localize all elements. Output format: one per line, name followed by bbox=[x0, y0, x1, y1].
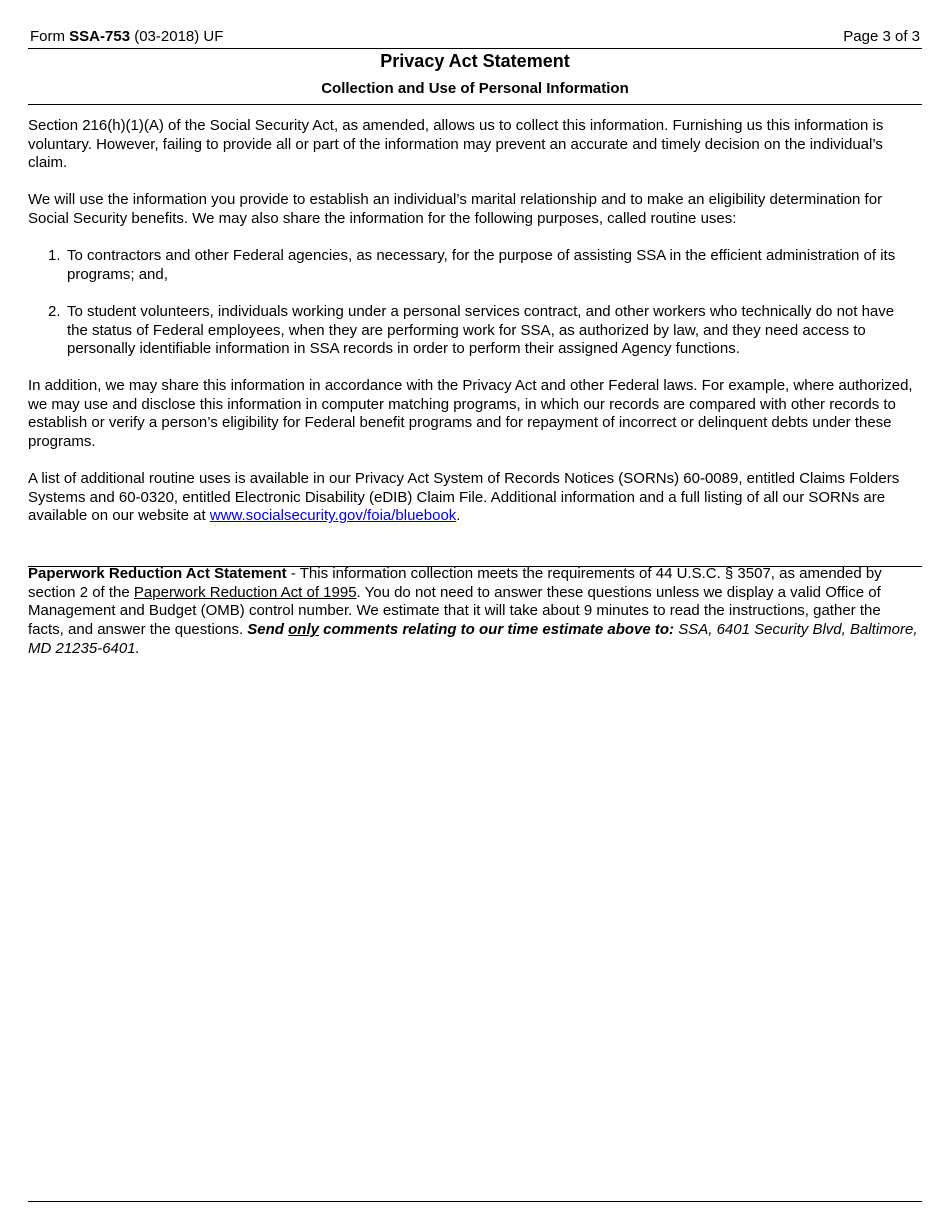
form-page bbox=[28, 0, 922, 1230]
list-item-number: 2. bbox=[48, 303, 61, 320]
paperwork-text-continued: . You do not need to answer these questions unless we display a valid Office of Management and Budget (OMB) control number. We estimate that it will take about 9 minutes to read the instructions, gather the facts, and answer the questions. bbox=[28, 583, 881, 639]
paperwork-heading: Paperwork Reduction Act Statement bbox=[28, 565, 287, 582]
list-item-text: To contractors and other Federal agencies, as necessary, for the purpose of assisting SSA in the efficient administration of its programs; and, bbox=[67, 247, 896, 283]
paragraph-authority: Section 216(h)(1)(A) of the Social Security Act, as amended, allows us to collect this information. Furnishing us this information is voluntary. However, failing to provide all or part of the information may prevent an accurate and timely decision on the individual’s claim. bbox=[28, 117, 884, 172]
page-number: Page 3 of 3 bbox=[843, 28, 920, 45]
only-label: only bbox=[288, 621, 319, 639]
paragraph-sorns bbox=[28, 470, 918, 526]
paperwork-act-name: Paperwork Reduction Act of 1995 bbox=[133, 583, 357, 601]
mailing-address: SSA, 6401 Security Blvd, Baltimore, MD 21235-6401. bbox=[28, 621, 918, 657]
paragraph-sharing: In addition, we may share this information in accordance with the Privacy Act and other Federal laws. For example, where authorized, we may use and disclose this information in computer matching programs, in which our records are compared with other records to establish or verify a person’s eligibility for Federal benefit programs and for repayment of incorrect or delinquent debts under these programs. bbox=[28, 377, 913, 451]
form-revision: (03-2018) UF bbox=[130, 28, 224, 45]
title-divider bbox=[28, 104, 922, 105]
form-prefix: Form bbox=[30, 28, 70, 45]
form-header bbox=[28, 27, 922, 47]
paperwork-text: - This information collection meets the requirements of 44 U.S.C. § 3507, as amended by section 2 of the bbox=[28, 565, 882, 601]
form-number: SSA-753 bbox=[69, 28, 131, 45]
paperwork-statement bbox=[28, 565, 918, 659]
paragraph-purpose: We will use the information you provide to establish an individual’s marital relationship and to make an eligibility determination for Social Security benefits. We may also share the information for the following purposes, called routine uses: bbox=[28, 191, 883, 227]
send-instruction: comments relating to our time estimate above to: bbox=[318, 621, 675, 639]
list-item-number: 1. bbox=[48, 247, 61, 264]
footer-divider bbox=[28, 1201, 922, 1202]
send-label: Send bbox=[247, 621, 289, 639]
list-item-text: To student volunteers, individuals working under a personal services contract, and other workers who technically do not have the status of Federal employees, when they are performing work for SSA, as authorized by law, and they need access to personally identifiable information in SSA records in order to perform their assigned Agency functions. bbox=[67, 303, 895, 358]
bluebook-link[interactable]: www.socialsecurity.gov/foia/bluebook bbox=[209, 507, 457, 525]
page-subtitle: Collection and Use of Personal Information bbox=[321, 80, 629, 97]
sorns-period: . bbox=[456, 507, 461, 525]
form-id bbox=[30, 27, 223, 47]
header-divider bbox=[28, 48, 922, 49]
sorns-text: A list of additional routine uses is available in our Privacy Act System of Records Notices (SORNs) 60-0089, entitled Claims Folders Systems and 60-0320, entitled Electronic Disability (eDIB) Claim File. Additional information and a full listing of all our SORNs are available on our website at bbox=[28, 470, 900, 525]
page-title: Privacy Act Statement bbox=[380, 51, 570, 71]
